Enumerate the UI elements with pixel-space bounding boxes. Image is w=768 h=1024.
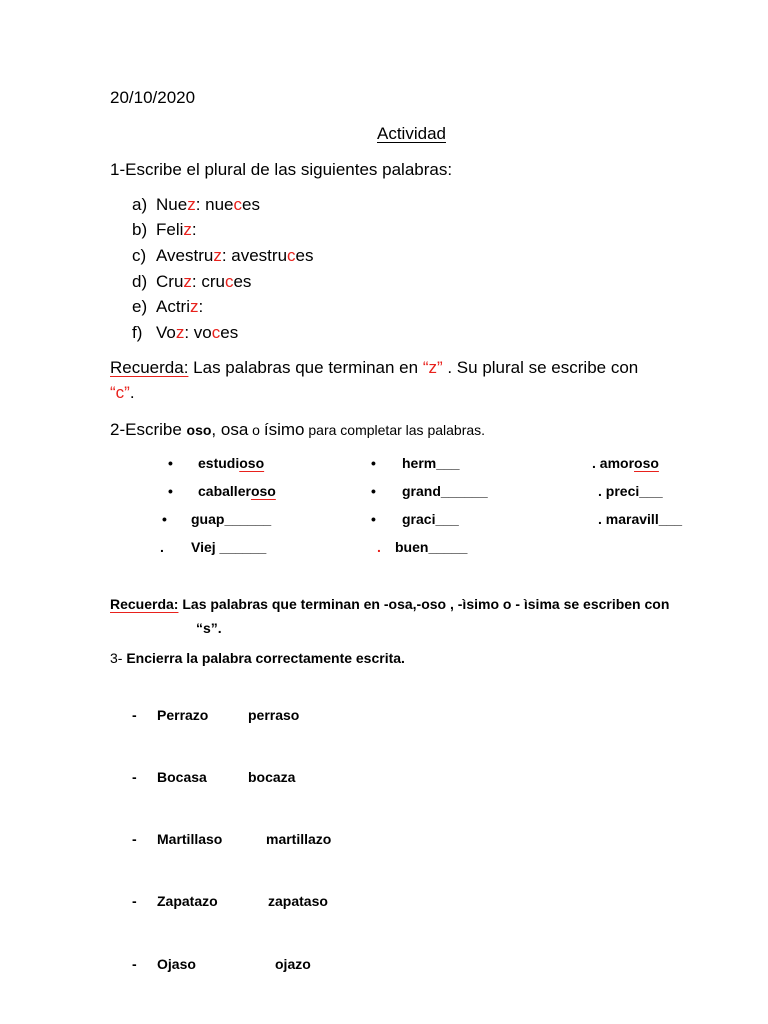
rule-1 (110, 358, 638, 378)
word-stem: . amor (592, 455, 635, 471)
q1-item (132, 323, 238, 343)
q2-col1-item (168, 455, 173, 471)
word: es (220, 323, 239, 342)
page-title: Actividad (377, 124, 446, 143)
rule-text: . Su plural se escribe con (442, 358, 639, 377)
q2-heading-text: 2-Escribe (110, 420, 187, 439)
recuerda-label: Recuerda: (110, 596, 179, 612)
q1-item (132, 195, 260, 215)
rule-text: Las palabras que terminan en -osa,-oso , -ìsimo o - ìsima se escriben con (178, 596, 670, 612)
q2-col2-word: graci___ (402, 511, 459, 527)
highlight-letter: c (224, 272, 234, 291)
q2-col1-item (160, 539, 164, 555)
list-label: a) (132, 195, 148, 214)
highlight-letter: c (233, 195, 242, 214)
word-option-b[interactable]: martillazo (266, 831, 332, 847)
q2-col1-word (191, 539, 266, 555)
list-item-dash: - (132, 707, 137, 723)
word: es (233, 272, 252, 291)
word-option-b[interactable]: bocaza (248, 769, 296, 785)
word-stem: estudi (198, 455, 240, 471)
list-label: e) (132, 297, 148, 316)
word: Actri (156, 297, 190, 316)
highlight-letter: z (183, 220, 192, 239)
word: Avestru (156, 246, 214, 265)
list-label: c) (132, 246, 147, 265)
list-item-dash: - (132, 893, 137, 909)
q2-col2-word: grand______ (402, 483, 488, 499)
word: : avestru (221, 246, 288, 265)
bullet: . (160, 539, 164, 555)
highlight-letter: c (211, 323, 221, 342)
word-option-a[interactable]: Ojaso (157, 956, 196, 972)
q2-heading-text: , (211, 420, 221, 439)
bullet: • (168, 483, 173, 499)
bullet: • (371, 455, 376, 471)
word-suffix: oso (239, 455, 265, 471)
word-option-b[interactable]: zapataso (268, 893, 328, 909)
q2-heading-text: para completar las palabras. (304, 422, 486, 438)
list-item-dash: - (132, 831, 137, 847)
rule-text: Las palabras que terminan en (188, 358, 423, 377)
word: : vo (184, 323, 212, 342)
q3-heading (110, 650, 405, 666)
word-suffix: oso (634, 455, 659, 471)
bullet: • (168, 455, 173, 471)
word-option-a[interactable]: Martillaso (157, 831, 223, 847)
q2-col2-word: buen_____ (395, 539, 468, 555)
q2-col1-item (162, 511, 167, 527)
highlight-letter: c (287, 246, 296, 265)
word-stem: . preci___ (598, 483, 663, 499)
q2-col1-word (198, 455, 264, 471)
q2-col1-item (168, 483, 173, 499)
word-stem: Viej ______ (191, 539, 267, 555)
q2-suffix-osa: osa (220, 420, 249, 439)
bullet: . (377, 539, 381, 555)
word: Feli (156, 220, 184, 239)
rule-2 (110, 596, 669, 612)
q2-col3-word (592, 455, 659, 471)
word: es (242, 195, 260, 214)
word: : (198, 297, 204, 316)
word: Nue (156, 195, 188, 214)
q2-col2-word: herm___ (402, 455, 460, 471)
bullet: • (371, 511, 376, 527)
highlight-letter: z (183, 272, 192, 291)
word-stem: guap______ (191, 511, 272, 527)
q2-col1-word (198, 483, 276, 499)
word: es (295, 246, 314, 265)
q1-heading: 1-Escribe el plural de las siguientes palabras: (110, 160, 453, 179)
word-option-b[interactable]: perraso (248, 707, 300, 723)
q2-suffix-isimo: ísimo (263, 420, 305, 439)
word: : nue (195, 195, 234, 214)
highlight-letter: z (213, 246, 222, 265)
q2-heading (110, 420, 485, 440)
highlight-letter: z (175, 323, 185, 342)
word-suffix: oso (250, 483, 276, 499)
q3-number: 3- (110, 650, 123, 666)
rule-text: . (129, 383, 135, 402)
q2-col2-item (377, 539, 381, 555)
q2-col2-item (371, 455, 376, 471)
list-label: f) (132, 323, 143, 342)
list-item-dash: - (132, 956, 137, 972)
q2-col3-word (598, 483, 663, 499)
list-label: b) (132, 220, 148, 239)
q1-item (132, 297, 203, 317)
q2-col2-item (371, 511, 376, 527)
date: 20/10/2020 (110, 88, 196, 107)
q2-col2-item (371, 483, 376, 499)
q2-col1-word (191, 511, 271, 527)
q3-heading-text: Encierra la palabra correctamente escrita. (122, 650, 405, 666)
list-item-dash: - (132, 769, 137, 785)
word: : (191, 220, 197, 239)
q1-item (132, 220, 197, 240)
bullet: • (162, 511, 167, 527)
list-label: d) (132, 272, 148, 291)
q2-col3-word (598, 511, 682, 527)
word-stem: caballer (198, 483, 251, 499)
rule-1-cont (110, 383, 135, 403)
rule-2-cont: “s”. (196, 620, 222, 636)
q1-item (132, 246, 314, 266)
word-option-b[interactable]: ojazo (275, 956, 311, 972)
q2-heading-text: o (248, 422, 264, 438)
highlight-letter: z (190, 297, 199, 316)
bullet: • (371, 483, 376, 499)
word-option-a[interactable]: Bocasa (157, 769, 207, 785)
word: Vo (156, 323, 176, 342)
word-stem: . maravill___ (598, 511, 683, 527)
word-option-a[interactable]: Perrazo (157, 707, 209, 723)
highlight-letter: z (187, 195, 196, 214)
rule-letter-z: “z” (422, 358, 443, 377)
rule-letter-c: “c” (110, 383, 130, 402)
word-option-a[interactable]: Zapatazo (157, 893, 218, 909)
q1-item (132, 272, 251, 292)
recuerda-label: Recuerda: (110, 358, 189, 377)
q2-suffix-oso: oso (186, 422, 212, 438)
word: Cru (156, 272, 184, 291)
word: : cru (191, 272, 225, 291)
